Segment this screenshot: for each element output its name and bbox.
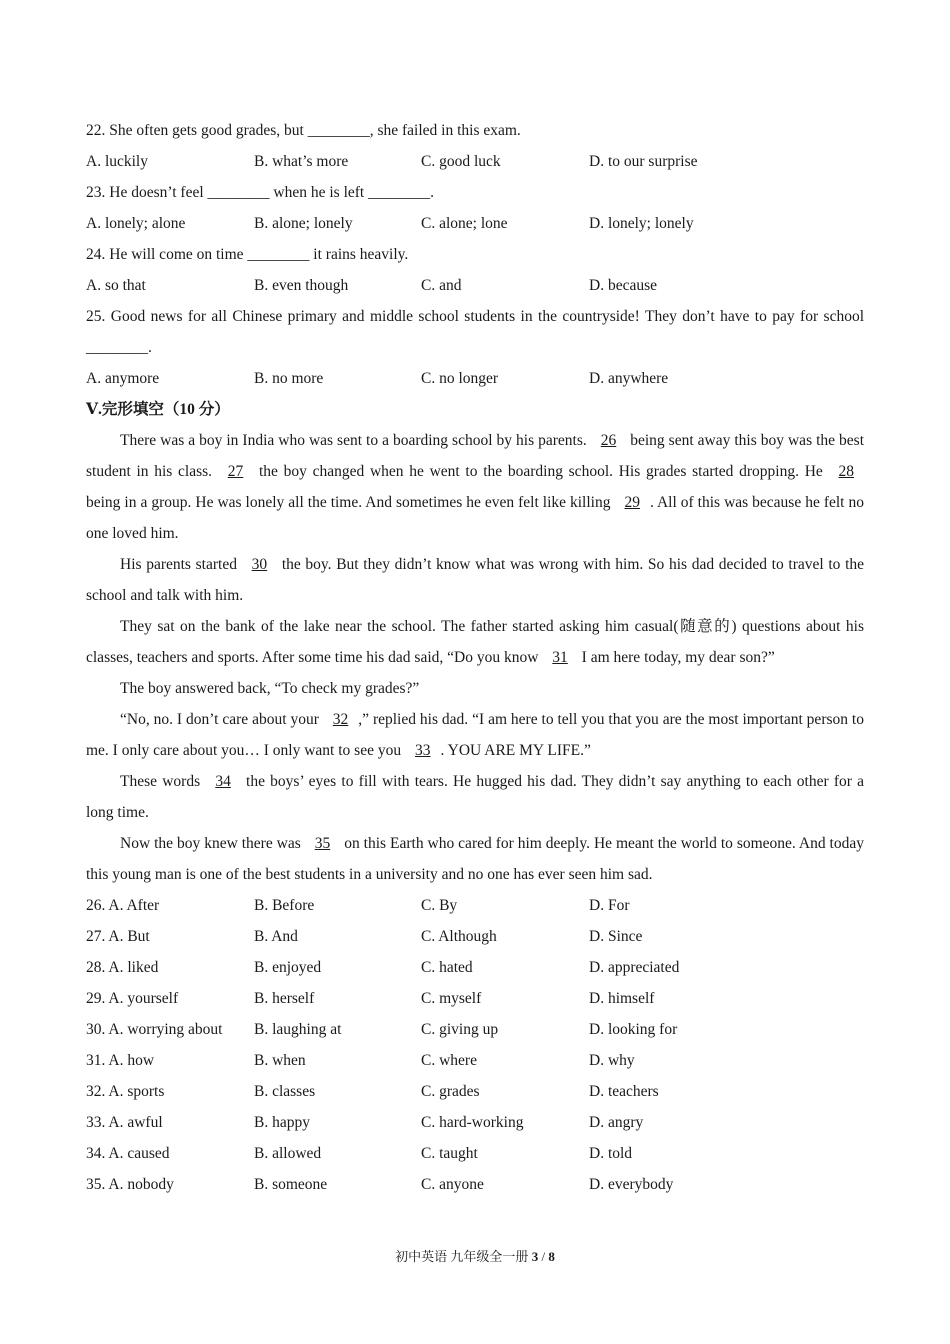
option-b: B. what’s more	[254, 153, 349, 170]
option-d: D. because	[589, 277, 657, 294]
exam-page	[86, 115, 864, 1200]
option-d: D. For	[589, 897, 630, 914]
question-22-stem: 22. She often gets good grades, but ________, she failed in this exam.	[86, 122, 521, 139]
option-b: B. And	[254, 928, 298, 945]
option-d: D. Since	[589, 928, 643, 945]
option-b: B. enjoyed	[254, 959, 322, 976]
cloze-paragraph-5: “No, no. I don’t care about your 32 ,” replied his dad. “I am here to tell you that you are the most important person to me. I only care about you… I only want to see you 33 . YOU ARE MY LIFE.”	[86, 711, 864, 759]
option-a: 34. A. caused	[86, 1145, 170, 1162]
cloze-options-32	[86, 1076, 864, 1107]
option-c: C. alone; lone	[421, 215, 508, 232]
option-c: C. anyone	[421, 1176, 484, 1193]
cloze-options-33	[86, 1107, 864, 1138]
cloze-options-30	[86, 1014, 864, 1045]
option-a: 35. A. nobody	[86, 1176, 174, 1193]
option-c: C. hated	[421, 959, 473, 976]
section-title: Ⅴ.完形填空（10 分）	[86, 401, 230, 418]
page-total: 8	[548, 1249, 555, 1264]
cloze-options-27	[86, 921, 864, 952]
page-number: 3	[531, 1249, 539, 1264]
blank-34: 34	[215, 773, 231, 790]
option-c: C. myself	[421, 990, 482, 1007]
blank-28: 28	[838, 463, 854, 480]
option-b: B. alone; lonely	[254, 215, 353, 232]
option-a: A. anymore	[86, 370, 160, 387]
option-a: A. so that	[86, 277, 146, 294]
option-c: C. no longer	[421, 370, 499, 387]
cloze-options-26	[86, 890, 864, 921]
cloze-paragraph-4: The boy answered back, “To check my grades?”	[120, 680, 420, 697]
option-b: B. happy	[254, 1114, 310, 1131]
option-c: C. where	[421, 1052, 477, 1069]
cloze-paragraph-1: There was a boy in India who was sent to a boarding school by his parents. 26 being sent away this boy was the best student in his class. 27 the boy changed when he went to the boarding school. His grades started dropping. He 28 being in a group. He was lonely all the time. And sometimes he even felt like killing 29 . All of this was because he felt no one loved him.	[86, 432, 864, 542]
option-c: C. hard-working	[421, 1114, 524, 1131]
blank-31: 31	[552, 649, 568, 666]
option-d: D. himself	[589, 990, 655, 1007]
option-a: 32. A. sports	[86, 1083, 165, 1100]
cloze-options-35	[86, 1169, 864, 1200]
blank-26: 26	[600, 432, 617, 449]
option-a: 29. A. yourself	[86, 990, 179, 1007]
option-d: D. teachers	[589, 1083, 659, 1100]
option-a: 26. A. After	[86, 897, 160, 914]
option-b: B. someone	[254, 1176, 328, 1193]
blank-27: 27	[227, 463, 244, 480]
cloze-options-34	[86, 1138, 864, 1169]
question-25-stem: 25. Good news for all Chinese primary and middle school students in the countryside! They don’t have to pay for school ________.	[86, 308, 864, 356]
cloze-options-28	[86, 952, 864, 983]
question-24-options	[86, 270, 864, 301]
question-23-options	[86, 208, 864, 239]
option-b: B. Before	[254, 897, 315, 914]
option-b: B. even though	[254, 277, 349, 294]
option-c: C. By	[421, 897, 458, 914]
option-d: D. told	[589, 1145, 633, 1162]
cloze-options-29	[86, 983, 864, 1014]
option-d: D. lonely; lonely	[589, 215, 694, 232]
option-d: D. why	[589, 1052, 635, 1069]
question-23-stem: 23. He doesn’t feel ________ when he is left ________.	[86, 184, 434, 201]
question-22-options	[86, 146, 864, 177]
cloze-paragraph-2: His parents started 30 the boy. But they didn’t know what was wrong with him. So his dad decided to travel to the school and talk with him.	[86, 556, 865, 604]
option-d: D. anywhere	[589, 370, 669, 387]
cloze-paragraph-3: They sat on the bank of the lake near the school. The father started asking him casual(随意的) questions about his classes, teachers and sports. After some time his dad said, “Do you know 31 I am here today, my dear son?”	[86, 618, 864, 666]
page-footer	[0, 1246, 950, 1265]
option-a: 27. A. But	[86, 928, 150, 945]
option-d: D. appreciated	[589, 959, 680, 976]
option-c: C. grades	[421, 1083, 480, 1100]
blank-33: 33	[414, 742, 431, 759]
option-d: D. everybody	[589, 1176, 674, 1193]
question-25-options	[86, 363, 864, 394]
option-d: D. looking for	[589, 1021, 678, 1038]
option-c: C. taught	[421, 1145, 478, 1162]
option-c: C. Although	[421, 928, 497, 945]
blank-32: 32	[332, 711, 349, 728]
option-d: D. to our surprise	[589, 153, 698, 170]
option-a: 31. A. how	[86, 1052, 155, 1069]
option-b: B. no more	[254, 370, 324, 387]
option-b: B. when	[254, 1052, 306, 1069]
option-c: C. good luck	[421, 153, 501, 170]
option-a: A. lonely; alone	[86, 215, 186, 232]
option-a: 30. A. worrying about	[86, 1021, 223, 1038]
option-c: C. and	[421, 277, 462, 294]
footer-course: 初中英语 九年级全一册	[395, 1249, 532, 1264]
cloze-options-31	[86, 1045, 864, 1076]
option-c: C. giving up	[421, 1021, 499, 1038]
option-d: D. angry	[589, 1114, 644, 1131]
option-a: 33. A. awful	[86, 1114, 163, 1131]
option-a: 28. A. liked	[86, 959, 159, 976]
option-b: B. laughing at	[254, 1021, 342, 1038]
cloze-paragraph-6: These words 34 the boys’ eyes to fill with tears. He hugged his dad. They didn’t say anything to each other for a long time.	[86, 773, 864, 821]
option-b: B. classes	[254, 1083, 316, 1100]
blank-30: 30	[251, 556, 268, 573]
cloze-paragraph-7: Now the boy knew there was 35 on this Earth who cared for him deeply. He meant the world to someone. And today this young man is one of the best students in a university and no one has ever seen him sad.	[86, 835, 864, 883]
option-a: A. luckily	[86, 153, 148, 170]
option-b: B. herself	[254, 990, 315, 1007]
blank-35: 35	[314, 835, 331, 852]
option-b: B. allowed	[254, 1145, 322, 1162]
page-separator: /	[538, 1249, 549, 1264]
blank-29: 29	[624, 494, 640, 511]
question-24-stem: 24. He will come on time ________ it rains heavily.	[86, 246, 409, 263]
